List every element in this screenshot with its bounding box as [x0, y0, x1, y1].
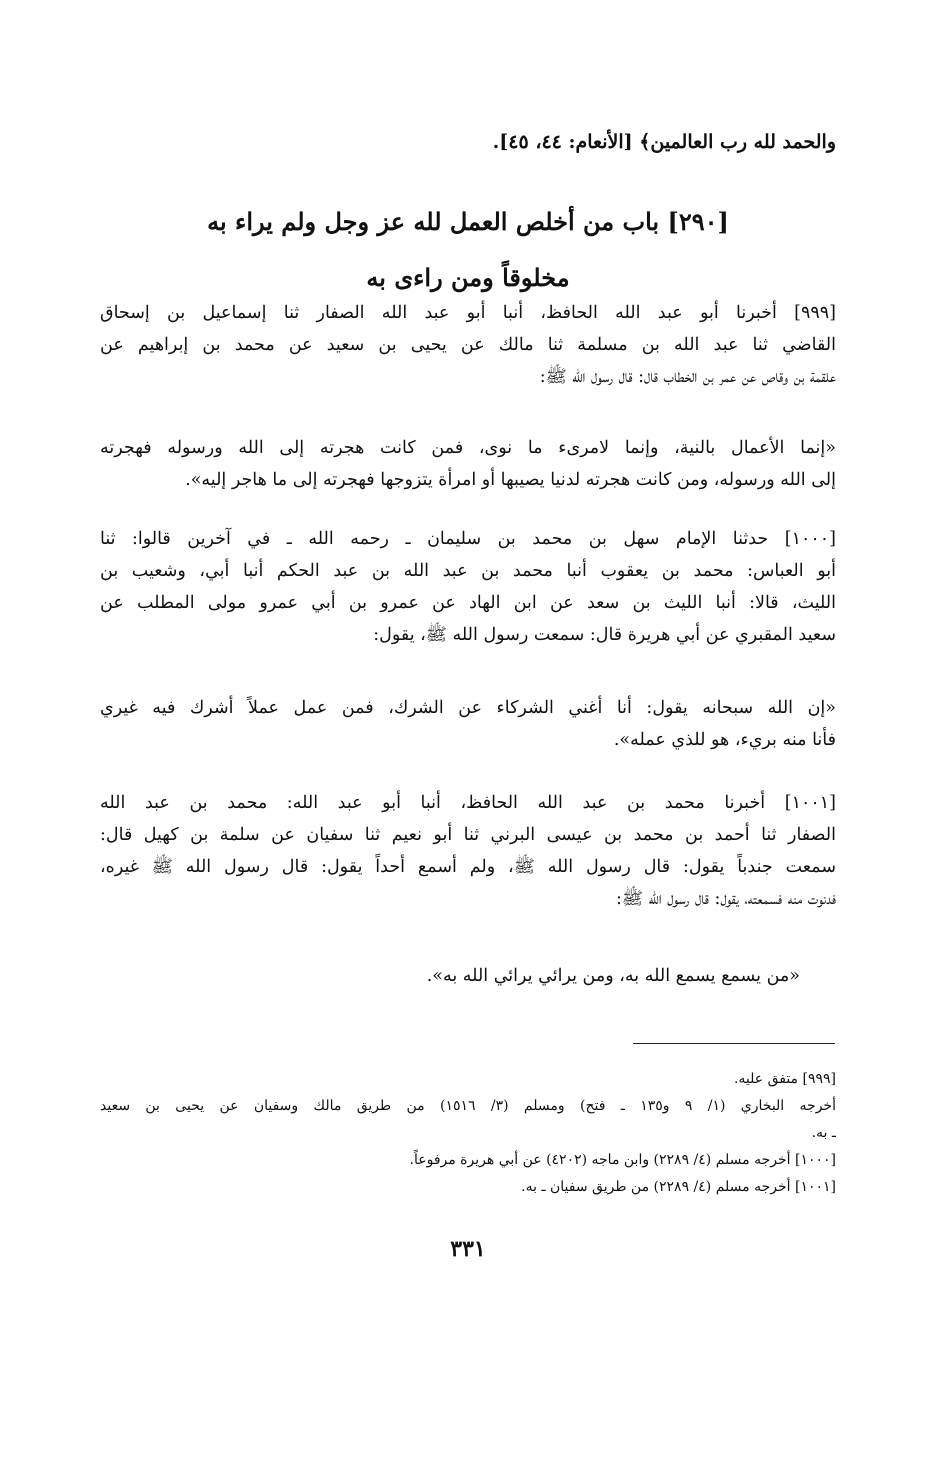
text-line: إلى الله ورسوله، ومن كانت هجرته لدنيا يصيبها أو امرأة يتزوجها فهجرته إلى ما هاجر إليه». — [185, 470, 836, 490]
footnote-999-source: أخرجه البخاري (١/ ٩ و١٣٥ ـ فتح) ومسلم (٣/ ١٥١٦) من طريق مالك وسفيان عن يحيى بن سعيد — [100, 1098, 836, 1114]
text-line: فدنوت منه فسمعته، يقول: قال رسول الله ﷺ: — [616, 889, 836, 909]
hadith-1000-isnad — [100, 523, 836, 651]
hadith-1001-text — [100, 960, 836, 992]
text-line: سعيد المقبري عن أبي هريرة قال: سمعت رسول الله ﷺ، يقول: — [373, 625, 836, 645]
footnote-999-source-end: ـ به. — [811, 1125, 836, 1141]
text-line: علقمة بن وقاص عن عمر بن الخطاب قال: قال رسول الله ﷺ: — [539, 367, 836, 387]
hadith-999-isnad — [100, 297, 836, 393]
text-line: الصفار ثنا أحمد بن محمد بن عيسى البرني ثنا أبو نعيم ثنا سفيان عن سلمة بن كهيل قال: — [100, 825, 836, 845]
text-line: [٩٩٩] أخبرنا أبو عبد الله الحافظ، أنبا أبو عبد الله الصفار ثنا إسماعيل بن إسحاق — [100, 303, 836, 323]
text-line: سمعت جندباً يقول: قال رسول الله ﷺ، ولم أسمع أحداً يقول: قال رسول الله ﷺ غيره، — [100, 857, 836, 877]
footnote-1000: [١٠٠٠] أخرجه مسلم (٤/ ٢٢٨٩) وابن ماجه (٤٢٠٢) عن أبي هريرة مرفوعاً. — [409, 1152, 836, 1168]
text-line: [١٠٠١] أخبرنا محمد بن عبد الله الحافظ، أنبا أبو عبد الله: محمد بن عبد الله — [100, 793, 836, 813]
chapter-title-line-1: [٢٩٠] باب من أخلص العمل لله عز وجل ولم يراء به — [207, 207, 729, 236]
text-line: الليث، قالا: أنبا الليث بن سعد عن ابن الهاد عن عمرو بن أبي عمرو مولى المطلب عن — [100, 593, 836, 613]
text-line: «إنما الأعمال بالنية، وإنما لامرىء ما نوى، فمن كانت هجرته إلى الله ورسوله فهجرته — [100, 438, 836, 458]
footnotes — [100, 1066, 836, 1201]
hadith-1000-text — [100, 692, 836, 756]
hadith-999-text — [100, 432, 836, 496]
hadith-1001-isnad — [100, 787, 836, 915]
text-line: «من يسمع يسمع الله به، ومن يرائي يرائي الله به». — [426, 966, 800, 986]
text-line: القاضي ثنا عبد الله بن مسلمة ثنا مالك عن يحيى بن سعيد عن محمد بن إبراهيم عن — [100, 335, 836, 355]
chapter-title-line-2: مخلوقاً ومن راءى به — [366, 263, 570, 292]
chapter-heading — [100, 194, 836, 306]
page-number: ٣٣١ — [450, 1236, 486, 1262]
quran-verse-ending — [100, 126, 836, 158]
footnote-divider — [633, 1043, 835, 1044]
text-line: [١٠٠٠] حدثنا الإمام سهل بن محمد بن سليمان ـ رحمه الله ـ في آخرين قالوا: ثنا — [100, 529, 836, 549]
text-line: «إن الله سبحانه يقول: أنا أغني الشركاء عن الشرك، فمن عمل عملاً أشرك فيه غيري — [100, 698, 836, 718]
text-line: أبو العباس: محمد بن يعقوب أنبا محمد بن عبد الله بن عبد الحكم أنبا أبي، وشعيب بن — [100, 561, 836, 581]
footnote-999: [٩٩٩] متفق عليه. — [733, 1071, 836, 1087]
text-line: فأنا منه بريء، هو للذي عمله». — [613, 730, 836, 750]
footnote-1001: [١٠٠١] أخرجه مسلم (٤/ ٢٢٨٩) من طريق سفيان ـ به. — [521, 1179, 836, 1195]
text-line: والحمد لله رب العالمين﴾ [الأنعام: ٤٤، ٤٥]. — [492, 131, 836, 153]
